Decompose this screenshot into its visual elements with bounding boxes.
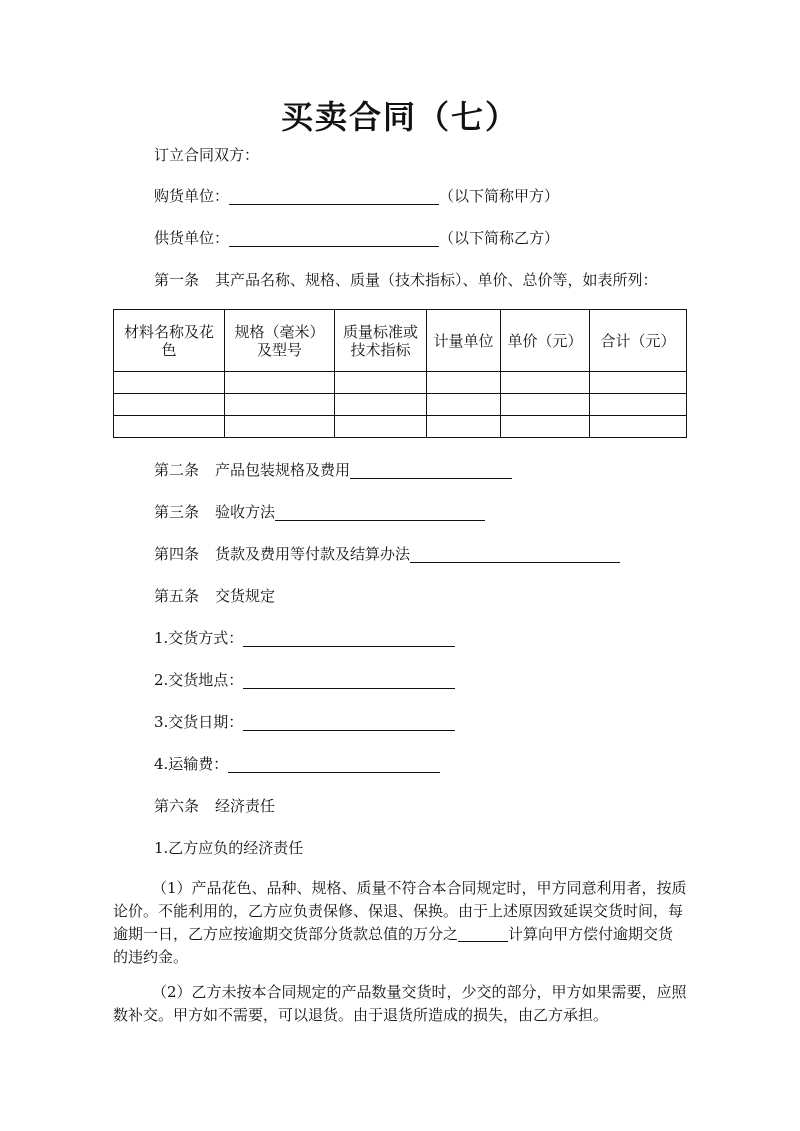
- clause-1-text-a: （1）产品花色、品种、规格、质量不符合本合同规定时，甲方同意利用者，按质论价。不能利用的，乙方应负责保修、保退、保换。由于上述原因致延误交货时间，每逾期一日，乙方应按逾期交货部分货款总值的万分之: [113, 879, 687, 943]
- seller-note: （以下简称乙方）: [439, 229, 560, 247]
- penalty-rate-blank[interactable]: [458, 927, 508, 942]
- buyer-line: [154, 186, 559, 206]
- article-3-text: 验收方法: [215, 503, 276, 521]
- table-cell[interactable]: [335, 394, 427, 416]
- delivery-place-label: 2.交货地点：: [154, 671, 244, 689]
- article-2-text: 产品包装规格及费用: [215, 461, 351, 479]
- table-cell[interactable]: [427, 394, 501, 416]
- article-1: [154, 270, 658, 290]
- table-row: [114, 416, 687, 438]
- transport-fee-label: 4.运输费：: [154, 755, 229, 773]
- table-cell[interactable]: [225, 372, 335, 394]
- buyer-note: （以下简称甲方）: [439, 187, 560, 205]
- delivery-place-blank[interactable]: [243, 672, 455, 689]
- table-cell[interactable]: [335, 416, 427, 438]
- table-cell[interactable]: [114, 416, 225, 438]
- table-cell[interactable]: [427, 372, 501, 394]
- clause-2: （2）乙方未按本合同规定的产品数量交货时，少交的部分，甲方如果需要，应照数补交。甲方如不需要，可以退货。由于退货所造成的损失，由乙方承担。: [113, 983, 687, 1024]
- product-spec-table: [113, 309, 687, 438]
- delivery-method-line: [154, 628, 455, 648]
- article-5-text: 交货规定: [215, 587, 276, 605]
- clause-1: [113, 877, 687, 969]
- article-2: [154, 460, 512, 480]
- buyer-label: 购货单位：: [154, 187, 230, 205]
- table-header-cell: 合计（元）: [590, 310, 687, 372]
- payment-blank[interactable]: [410, 546, 620, 563]
- delivery-place-line: [154, 670, 455, 690]
- delivery-date-label: 3.交货日期：: [154, 713, 244, 731]
- delivery-date-blank[interactable]: [243, 714, 455, 731]
- parties-intro: 订立合同双方：: [154, 146, 260, 164]
- article-4: [154, 544, 620, 564]
- table-cell[interactable]: [427, 416, 501, 438]
- table-cell[interactable]: [335, 372, 427, 394]
- seller-blank[interactable]: [229, 230, 439, 247]
- article-3-num: 第三条: [154, 503, 200, 521]
- delivery-date-line: [154, 712, 455, 732]
- article-4-text: 货款及费用等付款及结算办法: [215, 545, 411, 563]
- article-4-num: 第四条: [154, 545, 200, 563]
- table-cell[interactable]: [501, 416, 590, 438]
- table-row: [114, 372, 687, 394]
- seller-label: 供货单位：: [154, 229, 230, 247]
- table-header-cell: 材料名称及花色: [114, 310, 225, 372]
- table-cell[interactable]: [114, 394, 225, 416]
- table-header-row: [114, 310, 687, 372]
- table-header-cell: 计量单位: [427, 310, 501, 372]
- table-cell[interactable]: [225, 416, 335, 438]
- table-cell[interactable]: [225, 394, 335, 416]
- table-cell[interactable]: [501, 394, 590, 416]
- table-cell[interactable]: [501, 372, 590, 394]
- transport-fee-line: [154, 754, 440, 774]
- table-cell[interactable]: [590, 394, 687, 416]
- article-6: [154, 796, 275, 816]
- transport-fee-blank[interactable]: [228, 756, 440, 773]
- article-3: [154, 502, 485, 522]
- delivery-method-label: 1.交货方式：: [154, 629, 244, 647]
- acceptance-blank[interactable]: [275, 504, 485, 521]
- clause-1-text-b: 计算向甲方偿付逾期交货的违约金。: [113, 925, 674, 966]
- table-row: [114, 394, 687, 416]
- article-5-num: 第五条: [154, 587, 200, 605]
- table-cell[interactable]: [590, 372, 687, 394]
- delivery-method-blank[interactable]: [243, 630, 455, 647]
- article-6-text: 经济责任: [215, 797, 276, 815]
- table-header-cell: 单价（元）: [501, 310, 590, 372]
- article-5: [154, 586, 275, 606]
- article-2-num: 第二条: [154, 461, 200, 479]
- buyer-blank[interactable]: [229, 188, 439, 205]
- article-1-text: 其产品名称、规格、质量（技术指标）、单价、总价等，如表所列：: [215, 271, 658, 289]
- contract-title: 买卖合同（七）: [280, 98, 519, 136]
- liability-heading: 1.乙方应负的经济责任: [154, 839, 304, 857]
- packaging-blank[interactable]: [350, 462, 512, 479]
- table-cell[interactable]: [114, 372, 225, 394]
- table-cell[interactable]: [590, 416, 687, 438]
- table-header-cell: 规格（毫米）及型号: [225, 310, 335, 372]
- article-1-num: 第一条: [154, 271, 200, 289]
- table-header-cell: 质量标准或技术指标: [335, 310, 427, 372]
- article-6-num: 第六条: [154, 797, 200, 815]
- seller-line: [154, 228, 559, 248]
